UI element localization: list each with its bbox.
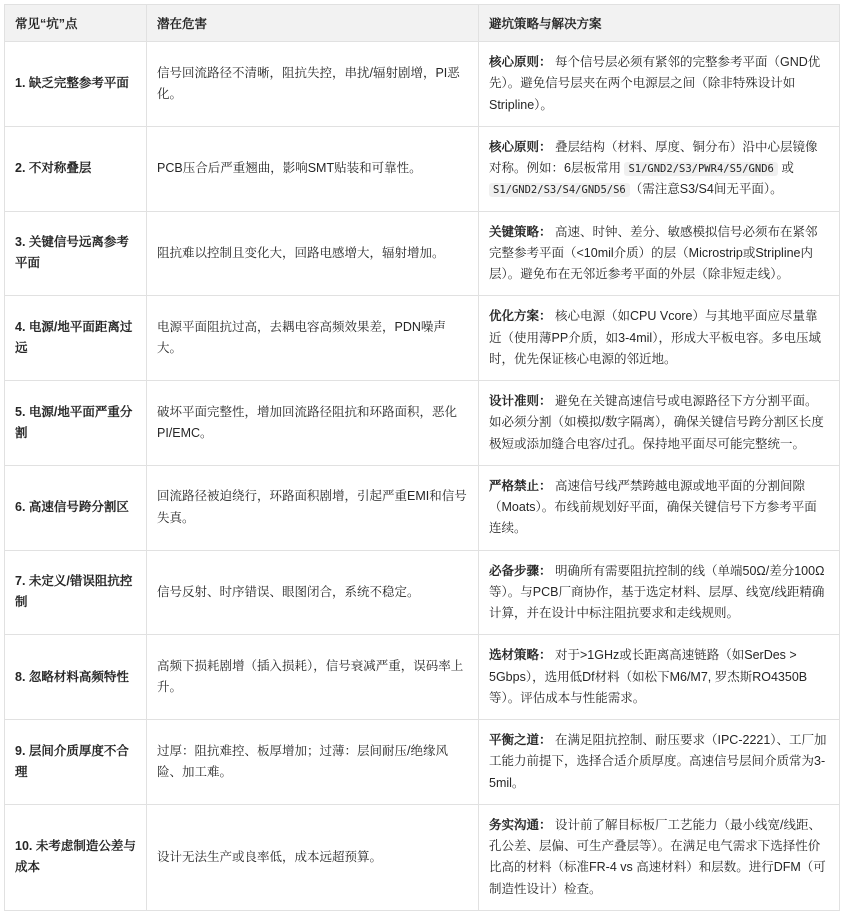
strategy-cell: [479, 126, 840, 211]
strategy-text: 避免在关键高速信号或电源路径下方分割平面。如必须分割（如模拟/数字隔离），确保关键信号跨分割区长度极短或添加缝合电容/过孔。保持地平面尽可能完整统一。: [489, 394, 824, 451]
strategy-cell: [479, 804, 840, 910]
table-row: [5, 126, 840, 211]
strategy-text: 每个信号层必须有紧邻的完整参考平面（GND优先）。避免信号层夹在两个电源层之间（除非特殊设计如 Stripline）。: [489, 55, 821, 112]
pitfall-cell: 10. 未考虑制造公差与成本: [5, 804, 147, 910]
table-row: [5, 296, 840, 381]
strategy-text: 对于>1GHz或长距离高速链路（如SerDes > 5Gbps），选用低Df材料（如松下M6/M7, 罗杰斯RO4350B等）。评估成本与性能需求。: [489, 648, 808, 705]
harm-cell: 回流路径被迫绕行，环路面积剧增，引起严重EMI和信号失真。: [147, 465, 479, 550]
pitfall-cell: 2. 不对称叠层: [5, 126, 147, 211]
strategy-text: （需注意S3/S4间无平面）。: [629, 182, 783, 197]
strategy-text: 设计前了解目标板厂工艺能力（最小线宽/线距、孔公差、层偏、可生产叠层等）。在满足电气需求下选择性价比高的材料（标准FR-4 vs 高速材料）和层数。进行DFM（可制造性设计）检查。: [489, 817, 826, 896]
table-row: [5, 465, 840, 550]
header-pitfall: 常见“坑”点: [5, 5, 147, 42]
table-row: [5, 381, 840, 466]
pitfall-cell: 4. 电源/地平面距离过远: [5, 296, 147, 381]
strategy-text: 核心电源（如CPU Vcore）与其地平面应尽量靠近（使用薄PP介质，如3-4mil），形成大平板电容。多电压域时，优先保证核心电源的邻近地。: [489, 309, 821, 366]
strategy-cell: [479, 635, 840, 720]
strategy-cell: [479, 550, 840, 635]
harm-cell: 电源平面阻抗过高，去耦电容高频效果差，PDN噪声大。: [147, 296, 479, 381]
strategy-cell: [479, 211, 840, 296]
table-row: [5, 42, 840, 127]
stackup-code: S1/GND2/S3/S4/GND5/S6: [489, 183, 630, 197]
strategy-lead: 关键策略：: [489, 224, 552, 239]
strategy-lead: 核心原则：: [489, 55, 552, 69]
strategy-lead: 务实沟通：: [489, 817, 552, 832]
pitfall-cell: 6. 高速信号跨分割区: [5, 465, 147, 550]
strategy-cell: [479, 465, 840, 550]
table-body: [5, 42, 840, 911]
strategy-text: 明确所有需要阻抗控制的线（单端50Ω/差分100Ω等）。与PCB厂商协作，基于选定材料、层厚、线宽/线距精确计算，并在设计中标注阻抗要求和走线规则。: [489, 563, 825, 620]
pitfall-table: [4, 4, 840, 911]
harm-cell: 设计无法生产或良率低，成本远超预算。: [147, 804, 479, 910]
pitfall-cell: 3. 关键信号远离参考平面: [5, 211, 147, 296]
header-harm: 潜在危害: [147, 5, 479, 42]
strategy-text: 叠层结构（材料、厚度、铜分布）沿中心层镜像对称。例如：6层板常用: [489, 139, 818, 175]
harm-cell: 过厚：阻抗难控、板厚增加；过薄：层间耐压/绝缘风险、加工难。: [147, 720, 479, 805]
strategy-lead: 平衡之道：: [489, 733, 552, 747]
strategy-lead: 选材策略：: [489, 648, 552, 663]
strategy-text: 在满足阻抗控制、耐压要求（IPC-2221）、工厂加工能力前提下，选择合适介质厚度。高速信号层间介质常为3-5mil。: [489, 733, 827, 790]
harm-cell: 阻抗难以控制且变化大，回路电感增大，辐射增加。: [147, 211, 479, 296]
strategy-cell: [479, 296, 840, 381]
strategy-text: 高速、时钟、差分、敏感模拟信号必须布在紧邻完整参考平面（<10mil介质）的层（Microstrip或Stripline内层）。避免布在无邻近参考平面的外层（除非短走线）。: [489, 224, 818, 281]
pitfall-cell: 5. 电源/地平面严重分割: [5, 381, 147, 466]
strategy-lead: 优化方案：: [489, 309, 552, 324]
strategy-cell: [479, 381, 840, 466]
strategy-lead: 设计准则：: [489, 394, 552, 408]
strategy-lead: 严格禁止：: [489, 478, 552, 493]
harm-cell: 信号回流路径不清晰，阻抗失控，串扰/辐射剧增，PI恶化。: [147, 42, 479, 127]
strategy-text: 高速信号线严禁跨越电源或地平面的分割间隙（Moats）。布线前规划好平面，确保关键信号下方参考平面连续。: [489, 478, 817, 536]
strategy-lead: 核心原则：: [489, 139, 552, 154]
header-strategy: 避坑策略与解决方案: [479, 5, 840, 42]
pitfall-table-container: [4, 4, 840, 911]
strategy-text: 或: [777, 161, 794, 175]
pitfall-cell: 9. 层间介质厚度不合理: [5, 720, 147, 805]
table-row: [5, 804, 840, 910]
harm-cell: 信号反射、时序错误、眼图闭合，系统不稳定。: [147, 550, 479, 635]
strategy-cell: [479, 42, 840, 127]
table-header-row: [5, 5, 840, 42]
harm-cell: PCB压合后严重翘曲，影响SMT贴装和可靠性。: [147, 126, 479, 211]
strategy-cell: [479, 720, 840, 805]
table-row: [5, 635, 840, 720]
table-row: [5, 550, 840, 635]
table-row: [5, 720, 840, 805]
pitfall-cell: 8. 忽略材料高频特性: [5, 635, 147, 720]
table-row: [5, 211, 840, 296]
pitfall-cell: 7. 未定义/错误阻抗控制: [5, 550, 147, 635]
strategy-lead: 必备步骤：: [489, 563, 552, 578]
stackup-code: S1/GND2/S3/PWR4/S5/GND6: [624, 162, 777, 176]
pitfall-cell: 1. 缺乏完整参考平面: [5, 42, 147, 127]
harm-cell: 破坏平面完整性，增加回流路径阻抗和环路面积，恶化PI/EMC。: [147, 381, 479, 466]
harm-cell: 高频下损耗剧增（插入损耗），信号衰减严重，误码率上升。: [147, 635, 479, 720]
